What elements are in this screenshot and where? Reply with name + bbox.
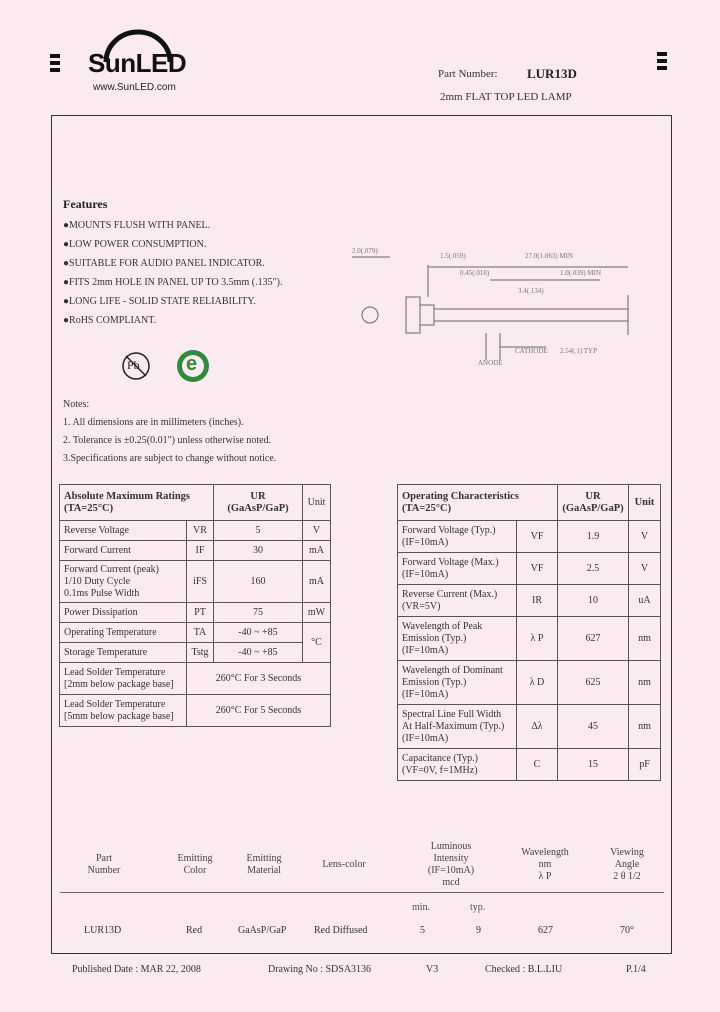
feature-item: ●FITS 2mm HOLE IN PANEL UP TO 3.5mm (.135"). [63,277,283,288]
col-lens-color: Lens-color [322,859,366,870]
feature-item: ●LONG LIFE - SOLID STATE RELIABILITY. [63,296,256,307]
col-ur: UR [585,490,601,502]
row-material: GaAsP/GaP [238,925,287,936]
dim-label: 1.0(.039) MIN [560,269,602,277]
row-part: LUR13D [84,925,122,936]
website: www.SunLED.com [93,82,176,93]
table-row: Wavelength of Dominant Emission (Typ.) (IF=10mA) λ D 625 nm [398,661,661,705]
corner-mark-right [657,52,667,73]
brand-name: SunLED [88,48,187,78]
abs-max-table: Absolute Maximum Ratings (TA=25°C) UR (GaAsP/GaP) Unit Reverse Voltage VR 5 V Forward Current IF 30 mA Forward Current (peak) 1/10 Duty Cycle 0.1ms Pulse Width iFS 160 mA Power Dissipation PT 75 mW Operating Temperature TA -40 ~ +85 °C Storage Temperature Tstg -40 ~ +85 Lead Solder Temperature [2mm below package base] 260°C For 3 Seconds Lead Solder Temperature [5mm below package base] 260°C For 5 Seconds [59,484,331,727]
sunled-logo [88,26,198,96]
page-number: P.1/4 [626,964,646,975]
row-min: 5 [420,925,425,936]
table-row: Power Dissipation PT 75 mW [60,603,331,623]
checked-by: Checked : B.L.LIU [485,964,563,975]
dim-label: 2.0(.079) [352,247,378,255]
features-title: Features [63,197,108,211]
feature-item: ●SUITABLE FOR AUDIO PANEL INDICATOR. [63,258,265,269]
table-row: Reverse Voltage VR 5 V [60,521,331,541]
dim-label: 1.5(.059) [440,252,466,260]
col-ur: UR [250,490,266,502]
table-divider [60,892,664,893]
row-wavelength: 627 [538,925,553,936]
table-row: Forward Current IF 30 mA [60,541,331,561]
col-unit: Unit [629,485,661,521]
op-char-table: Operating Characteristics (TA=25°C) UR (GaAsP/GaP) Unit Forward Voltage (Typ.) (IF=10mA) VF 1.9 V Forward Voltage (Max.) (IF=10mA) VF 2.5 V Reverse Current (Max.) (VR=5V) IR 10 uA Wavelength of Peak Emission (Typ.) (IF=10mA) λ P 627 nm Wavelength of Dominant Emission (Typ.) (IF=10mA) λ D 625 nm Spectral Line Full Width At Half-Maximum (Typ.) (IF=10mA) Δλ 45 nm Capacitance (Typ.) (VF=0V, f=1MHz) C 15 pF [397,484,661,781]
col-emitting-color: Emitting Color [177,853,213,876]
table-row: Spectral Line Full Width At Half-Maximum (Typ.) (IF=10mA) Δλ 45 nm [398,705,661,749]
subtitle: 2mm FLAT TOP LED LAMP [440,91,572,103]
min-label: min. [412,902,431,913]
abs-max-title: Absolute Maximum Ratings [64,490,191,502]
dim-label: 3.4(.134) [518,287,544,295]
table-row: Storage Temperature Tstg -40 ~ +85 [60,643,331,663]
package-outline [310,235,640,375]
table-row: Lead Solder Temperature [5mm below package base] 260°C For 5 Seconds [60,695,331,727]
rohs-icon: e [175,348,211,384]
mechanical-drawing [310,235,640,375]
table-row: Operating Temperature TA -40 ~ +85 °C [60,623,331,643]
table-row: Wavelength of Peak Emission (Typ.) (IF=10mA) λ P 627 nm [398,617,661,661]
col-wavelength: Wavelength nm λ P [521,847,569,882]
version: V3 [426,964,439,975]
pb-free-icon: Pb [120,350,152,382]
cathode-label: CATHODE [515,347,548,355]
drawing-number: Drawing No : SDSA3136 [268,964,372,975]
part-number-label: Part Number: [438,68,498,80]
note-item: 2. Tolerance is ±0.25(0.01") unless otherwise noted. [63,435,272,446]
corner-mark-left [50,54,60,75]
typ-label: typ. [470,902,486,913]
dim-label: 0.45(.018) [460,269,490,277]
part-number: LUR13D [527,66,577,81]
col-unit: Unit [303,485,331,521]
table-row: Lead Solder Temperature [2mm below package base] 260°C For 3 Seconds [60,663,331,695]
row-color: Red [186,925,203,936]
table-row: Forward Voltage (Typ.) (IF=10mA) VF 1.9 V [398,521,661,553]
feature-item: ●RoHS COMPLIANT. [63,315,157,326]
col-viewing-angle: Viewing Angle 2 θ 1/2 [610,847,644,882]
feature-item: ●MOUNTS FLUSH WITH PANEL. [63,220,211,231]
col-luminous-intensity: Luminous Intensity (IF=10mA) mcd [427,841,475,888]
row-lens: Red Diffused [314,925,368,936]
col-emitting-material: Emitting Material [246,853,282,876]
col-part-number: Part Number [87,853,121,876]
op-char-title: Operating Characteristics [402,490,519,502]
table-row: Forward Current (peak) 1/10 Duty Cycle 0.1ms Pulse Width iFS 160 mA [60,561,331,603]
anode-label: ANODE [478,359,503,367]
table-row: Capacitance (Typ.) (VF=0V, f=1MHz) C 15 pF [398,749,661,781]
note-item: 3.Specifications are subject to change without notice. [63,453,277,464]
note-item: 1. All dimensions are in millimeters (inches). [63,417,244,428]
feature-item: ●LOW POWER CONSUMPTION. [63,239,207,250]
row-angle: 70° [620,925,634,936]
table-row: Forward Voltage (Max.) (IF=10mA) VF 2.5 V [398,553,661,585]
table-row: Reverse Current (Max.) (VR=5V) IR 10 uA [398,585,661,617]
dim-label: 2.54(.1) TYP [560,347,598,355]
notes-title: Notes: [63,399,90,410]
row-typ: 9 [476,925,481,936]
published-date: Published Date : MAR 22, 2008 [72,964,201,975]
dim-label: 27.0(1.063) MIN [525,252,574,260]
